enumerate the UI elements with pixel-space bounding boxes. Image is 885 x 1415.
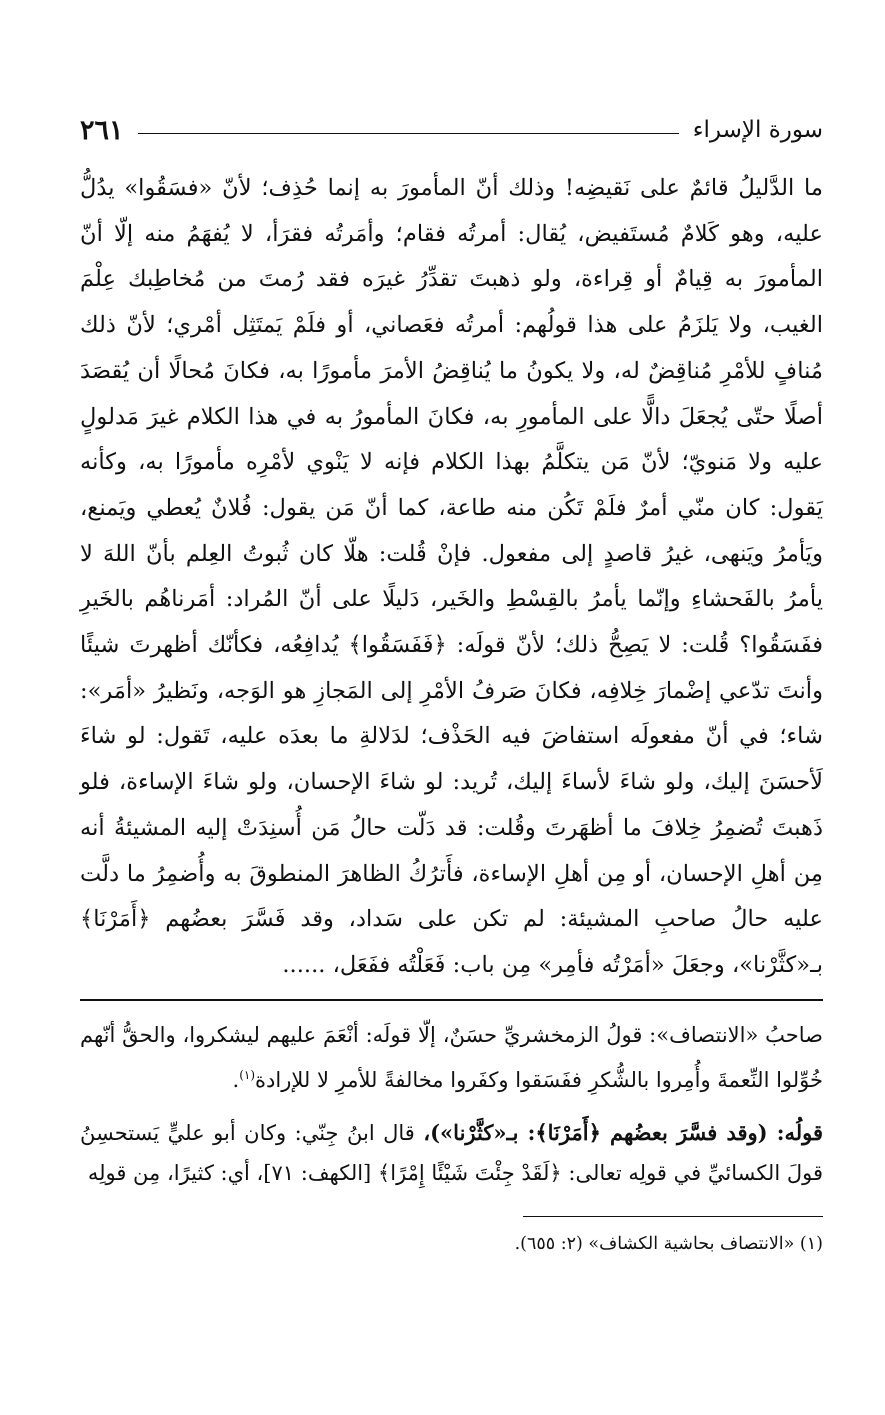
commentary-block: [80, 1015, 823, 1194]
page-number: ٢٦١: [80, 114, 124, 146]
commentary-text-1: صاحبُ «الانتصاف»: قولُ الزمخشريِّ حسَنٌ، إلّا قولَه: أنْعَمَ عليهم ليشكروا، والحقُّ أنّهم خُوِّلوا النِّعمةَ وأُمِروا بالشُّكرِ ففَسَقوا وكفَروا مخالفةً للأمرِ لا للإرادة: [80, 1022, 823, 1093]
running-header: [80, 108, 823, 152]
main-text-block: [80, 166, 823, 989]
footnote-divider: [523, 1216, 823, 1217]
main-commentary-divider: [80, 999, 823, 1001]
commentary-paragraph-1: [80, 1015, 823, 1101]
header-rule: [138, 133, 679, 134]
surah-title: سورة الإسراء: [692, 117, 823, 143]
main-paragraph: ما الدَّليلُ قائمٌ على نَقيضِه! وذلك أنّ المأمورَ به إنما حُذِف؛ لأنّ «فسَقُوا» يدُلُّ عليه، وهو كَلامٌ مُستَفيض، يُقال: أمرتُه فقام؛ وأمَرتُه فقرَأ، لا يُفهَمُ منه إلّا أنّ المأمورَ به قِيامٌ أو قِراءة، ولو ذهبتَ تقدِّرُ غيرَه فقد رُمتَ من مُخاطِبك عِلْمَ الغيب، ولا يَلزَمُ على هذا قولُهم: أمرتُه فعَصاني، أو فلَمْ يَمتَثِل أمْري؛ لأنّ ذلك مُنافٍ للأمْرِ مُناقِضٌ له، ولا يكونُ ما يُناقِضُ الأمرَ مأمورًا به، فكانَ مُحالًا أن يُقصَدَ أصلًا حتّى يُجعَلَ دالًّا على المأمورِ به، فكانَ المأمورُ به في هذا الكلام غيرَ مَدلولٍ عليه ولا مَنويّ؛ لأنّ مَن يتكلَّمُ بهذا الكلام فإنه لا يَنْوي لأمْرِه مأمورًا به، وكأنه يَقول: كان منّي أمرٌ فلَمْ تَكُن منه طاعة، كما أنّ مَن يقول: فُلانٌ يُعطي ويَمنع، ويَأمرُ ويَنهى، غيرُ قاصدٍ إلى مفعول. فإنْ قُلت: هلّا كان ثُبوتُ العِلم بأنّ اللهَ لا يأمرُ بالفَحشاءِ وإنّما يأمرُ بالقِسْطِ والخَير، دَليلًا على أنّ المُراد: أمَرناهُم بالخَيرِ ففَسَقُوا؟ قُلت: لا يَصِحُّ ذلك؛ لأنّ قولَه: ﴿فَفَسَقُوا﴾ يُدافِعُه، فكأنّك أظهرتَ شيئًا وأنتَ تدّعي إضْمارَ خِلافِه، فكانَ صَرفُ الأمْرِ إلى المَجازِ هو الوَجه، ونَظيرُ «أمَر»: شاء؛ في أنّ مفعولَه استفاضَ فيه الحَذْف؛ لدَلالةِ ما بعدَه عليه، تَقول: لو شاءَ لَأحسَنَ إليك، ولو شاءَ لأساءَ إليك، تُريد: لو شاءَ الإحسان، ولو شاءَ الإساءة، فلو ذَهبتَ تُضمِرُ خِلافَ ما أظهَرتَ وقُلت: قد دَلّت حالُ مَن أُسنِدَتْ إليه المشيئةُ أنه مِن أهلِ الإحسان، أو مِن أهلِ الإساءة، فأَترُكُ الظاهرَ المنطوقَ به وأُضمِرُ ما دلَّت عليه حالُ صاحبِ المشيئة: لم تكن على سَداد، وقد فَسَّرَ بعضُهم ﴿أَمَرْنَا﴾ بـ«كثَّرْنا»، وجعَلَ «أمَرْتُه فأمِر» مِن باب: فَعَلْتُه ففَعَل، ......: [80, 175, 823, 978]
book-page: [80, 108, 823, 1415]
commentary-paragraph-2: [80, 1113, 823, 1194]
footnote-reference[interactable]: (١): [239, 1068, 256, 1083]
footnote: (١) «الانتصاف بحاشية الكشاف» (٢: ٦٥٥).: [514, 1233, 823, 1254]
commentary-text-2: قال ابنُ جِنّي: وكان أبو عليٍّ يَستحسِنُ قولَ الكسائيِّ في قولِه تعالى: ﴿لَقَدْ جِئْتَ شَيْئًا إِمْرًا﴾ [الكهف: ٧١]، أي: كثيرًا، مِن قولِه: [80, 1120, 823, 1186]
commentary-text-1-end: .: [232, 1068, 240, 1093]
commentary-lemma: قولُه: (وقد فسَّرَ بعضُهم ﴿أَمَرْنَا﴾: بـ«كثَّرْنا»)،: [423, 1119, 823, 1145]
